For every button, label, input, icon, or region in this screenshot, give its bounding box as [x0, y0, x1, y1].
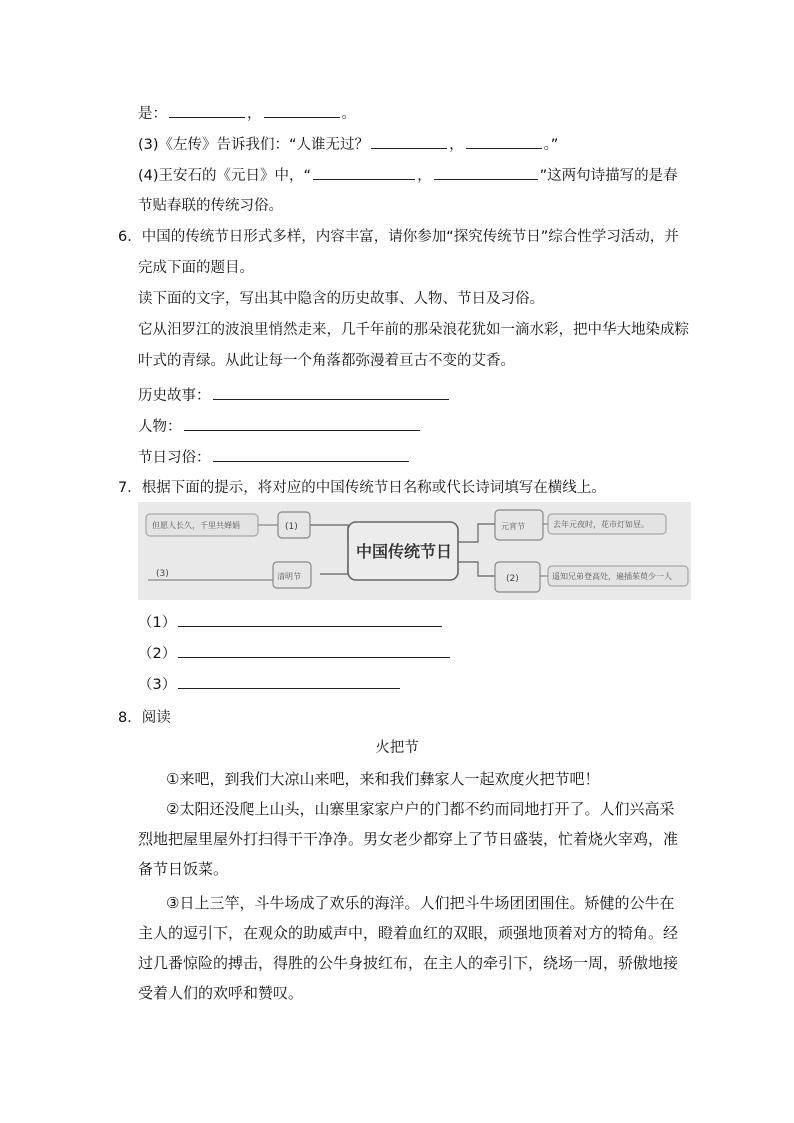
q6-custom-label: 节日习俗： [138, 450, 211, 466]
q7-answer-1-row [138, 612, 444, 633]
q7-answer-1-label: （1） [138, 615, 177, 631]
right-bottom-text: 遥知兄弟登高处，遍插茱萸少一人 [552, 572, 672, 581]
yuanxiao-label: 元宵节 [501, 522, 525, 531]
answer-blank[interactable] [264, 103, 340, 118]
answer-blank[interactable] [371, 134, 447, 149]
q5-line1-end: 。 [341, 106, 356, 122]
paragraph-number-2: ② [166, 800, 180, 818]
q5-item4-suffix: ”这两句诗描写的是春 [539, 168, 678, 184]
custom-answer-blank[interactable] [213, 447, 409, 462]
story-answer-blank[interactable] [213, 385, 449, 400]
connector-right-top [458, 524, 495, 542]
q5-line1-comma: ， [247, 106, 262, 122]
q6-story-label: 历史故事： [138, 388, 211, 404]
q7-answer-3-row [138, 674, 402, 695]
q6-passage-line1: 它从汨罗江的波浪里悄然走来，几千年前的那朵浪花犹如一滴水彩，把中华大地染成粽 [138, 322, 689, 338]
q5-item4 [138, 165, 678, 186]
q6-question-line2: 完成下面的题目。 [138, 260, 254, 276]
q6-passage-line2: 叶式的青绿。从此让每一个角落都弥漫着亘古不变的艾香。 [138, 353, 515, 369]
reading-paragraph-3 [138, 888, 678, 1008]
paragraph-3-text: 日上三竿，斗牛场成了欢乐的海洋。人们把斗牛场团团围住。矫健的公牛在主人的逗引下，在观众的助威声中，瞪着血红的双眼，顽强地顶着对方的犄角。经过几番惊险的搏击，得胜的公牛身披红布，在主人的牵引下，绕场一周，骄傲地接受着人们的欢呼和赞叹。 [138, 894, 679, 1002]
festival-mind-map [138, 502, 691, 600]
person-answer-blank[interactable] [184, 416, 420, 431]
paragraph-number-3: ③ [166, 894, 180, 912]
q5-item3-prefix: (3)《左传》告诉我们：“人谁无过？ [138, 137, 370, 153]
q7-answer-3-blank[interactable] [178, 674, 400, 689]
q5-item3-comma: ， [449, 137, 464, 153]
q6-person-row [138, 416, 422, 437]
q6-custom-row [138, 447, 411, 468]
q6-question-line1: 6．中国的传统节日形式多样，内容丰富，请你参加“探究传统节日”综合性学习活动，并 [118, 229, 679, 245]
reading-paragraph-2 [138, 794, 678, 884]
q6-story-row [138, 385, 451, 406]
answer-blank[interactable] [466, 134, 542, 149]
q5-line1-prefix: 是： [138, 106, 167, 122]
q6-person-label: 人物： [138, 419, 182, 435]
qingming-label: 清明节 [277, 572, 301, 581]
answer-blank[interactable] [313, 165, 415, 180]
q7-answer-1-blank[interactable] [178, 612, 442, 627]
q5-item3 [138, 134, 558, 155]
paragraph-1-text: 来吧，到我们大凉山来吧，来和我们彝家人一起欢度火把节吧！ [179, 770, 600, 788]
connector-left-top [308, 525, 348, 542]
left-bottom-label: (3) [156, 569, 169, 579]
q5-item4-cont: 节贴春联的传统习俗。 [138, 198, 283, 214]
q5-item3-end: 。” [543, 137, 559, 153]
paragraph-2-text: 太阳还没爬上山头，山寨里家家户户的门都不约而同地打开了。人们兴高采烈地把屋里屋外打扫得干干净净。男女老少都穿上了节日盛装，忙着烧火宰鸡，准备节日饭菜。 [138, 800, 679, 878]
q8-label: 8．阅读 [118, 710, 171, 726]
mind-map-svg [138, 502, 691, 600]
q7-answer-3-label: （3） [138, 677, 177, 693]
paragraph-number-1: ① [166, 770, 180, 788]
left-top-box-label: (1) [285, 522, 298, 532]
answer-blank[interactable] [169, 103, 245, 118]
q5-item4-prefix: (4)王安石的《元日》中，“ [138, 168, 312, 184]
connector-right-bottom [458, 562, 495, 576]
answer-blank[interactable] [434, 165, 538, 180]
reading-paragraph-1 [138, 764, 678, 794]
connector-left-bottom [320, 562, 348, 574]
right-bottom-box-label: (2) [506, 574, 519, 584]
q6-instruction: 读下面的文字，写出其中隐含的历史故事、人物、节日及习俗。 [138, 291, 544, 307]
q5-item4-comma: ， [417, 168, 432, 184]
q7-prompt: 7．根据下面的提示，将对应的中国传统节日名称或代长诗词填写在横线上。 [118, 480, 606, 496]
q7-answer-2-label: （2） [138, 646, 177, 662]
center-label: 中国传统节日 [356, 542, 453, 561]
q7-answer-2-row [138, 643, 452, 664]
q7-answer-2-blank[interactable] [178, 643, 450, 658]
left-top-text: 但愿人长久，千里共婵娟 [152, 521, 240, 530]
q5-line1 [138, 103, 356, 124]
right-top-text: 去年元夜时，花市灯如昼。 [553, 520, 649, 529]
reading-title: 火把节 [375, 740, 419, 756]
